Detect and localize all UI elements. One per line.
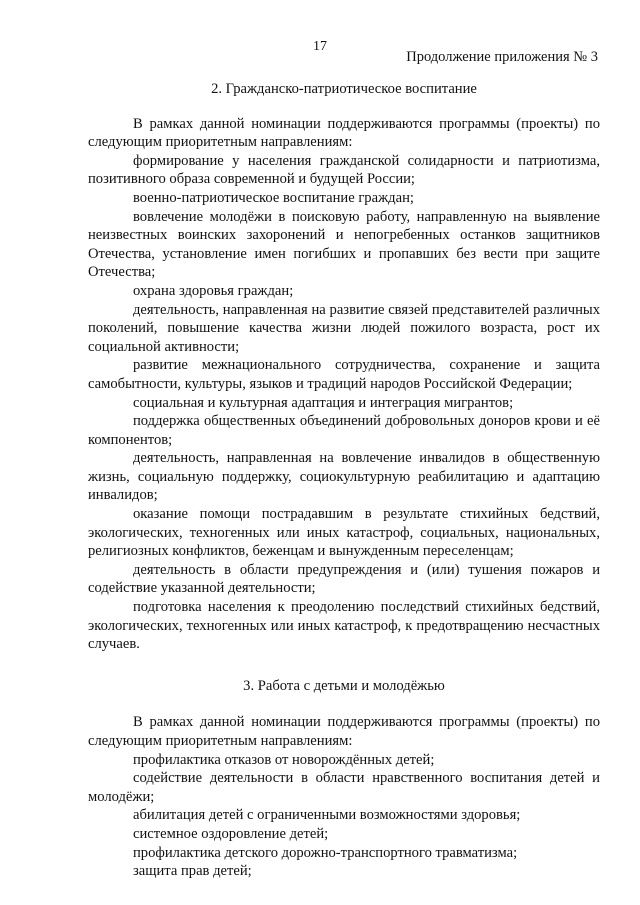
section-3-item: абилитация детей с ограниченными возможностями здоровья; xyxy=(133,807,521,824)
section-3-item: профилактика отказов от новорождённых детей; xyxy=(133,751,435,768)
page-number: 17 xyxy=(313,39,327,54)
document-body xyxy=(88,80,600,881)
section-2-item: деятельность, направленная на развитие связей представителей различных поколений, повышение качества жизни людей пожилого возраста, рост их социальной активности; xyxy=(88,301,600,355)
section-2-heading: 2. Гражданско-патриотическое воспитание xyxy=(211,81,477,97)
section-2-item: военно-патриотическое воспитание граждан; xyxy=(133,189,414,206)
section-3-heading: 3. Работа с детьми и молодёжью xyxy=(243,677,445,694)
section-2-item: охрана здоровья граждан; xyxy=(133,282,294,299)
section-3-intro: В рамках данной номинации поддерживаются программы (проекты) по следующим приоритетным направлениям: xyxy=(88,714,600,749)
section-2-item: оказание помощи пострадавшим в результате стихийных бедствий, экологических, техногенных или иных катастроф, социальных, национальных, религиозных конфликтов, беженцам и вынужденным переселенцам; xyxy=(88,506,600,560)
section-2-item: поддержка общественных объединений добровольных доноров крови и её компонентов; xyxy=(88,413,600,448)
section-3-item: защита прав детей; xyxy=(133,863,252,880)
section-2-item: развитие межнационального сотрудничества, сохранение и защита самобытности, культуры, языков и традиций народов Российской Федерации; xyxy=(88,357,600,392)
section-2-item: вовлечение молодёжи в поисковую работу, направленную на выявление неизвестных воинских захоронений и непогребенных останков защитников Отечества, установление имен погибших и пропавших без вести при защите Отечества; xyxy=(88,208,600,281)
appendix-note: Продолжение приложения № 3 xyxy=(406,49,598,65)
section-2-intro: В рамках данной номинации поддерживаются программы (проекты) по следующим приоритетным направлениям: xyxy=(88,115,600,151)
section-2-item: деятельность в области предупреждения и (или) тушения пожаров и содействие указанной деятельности; xyxy=(88,561,600,597)
section-3-item: системное оздоровление детей; xyxy=(133,825,329,842)
section-2-item: подготовка населения к преодолению последствий стихийных бедствий, экологических, техногенных или иных катастроф, к предотвращению несчастных случаев. xyxy=(88,599,600,653)
section-3-item: профилактика детского дорожно-транспортного травматизма; xyxy=(133,844,518,861)
section-3-item: содействие деятельности в области нравственного воспитания детей и молодёжи; xyxy=(88,770,600,805)
section-2-item: деятельность, направленная на вовлечение инвалидов в общественную жизнь, социальную поддержку, социокультурную реабилитацию и адаптацию инвалидов; xyxy=(88,450,600,504)
section-2-item: социальная и культурная адаптация и интеграция мигрантов; xyxy=(133,394,514,411)
section-2-item: формирование у населения гражданской солидарности и патриотизма, позитивного образа современной и будущей России; xyxy=(88,152,600,188)
